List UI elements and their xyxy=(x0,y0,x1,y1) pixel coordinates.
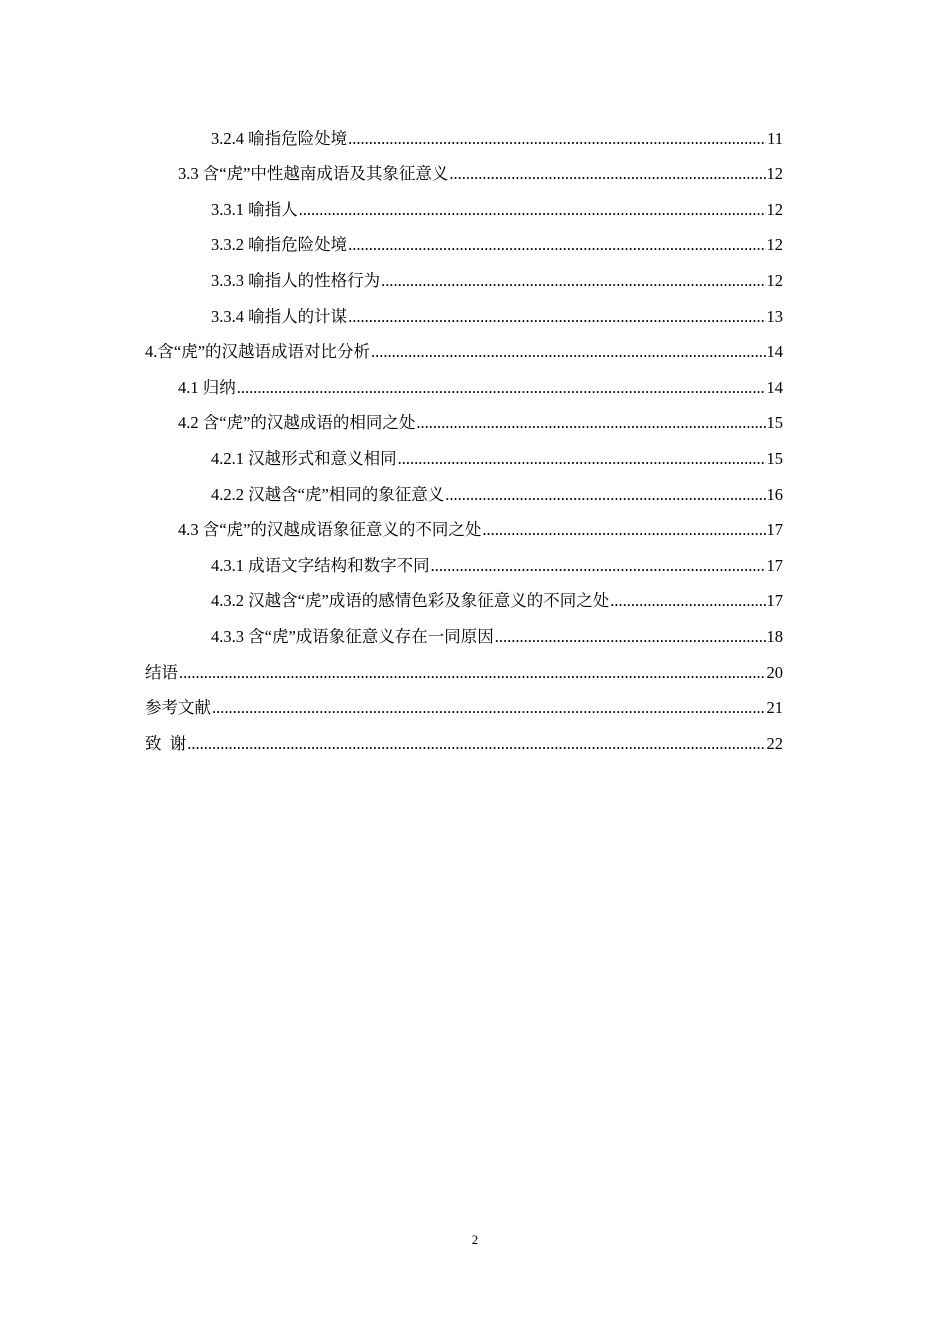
toc-entry-title: 参考文献 xyxy=(145,698,211,718)
toc-entry[interactable] xyxy=(211,226,783,262)
toc-entry-page: 16 xyxy=(766,484,783,504)
toc-leader-dots xyxy=(348,235,765,255)
table-of-contents xyxy=(0,119,950,760)
toc-leader-dots xyxy=(371,342,765,362)
toc-entry-title: 致 谢 xyxy=(145,733,187,753)
toc-entry-title: 4.2.2 汉越含“虎”相同的象征意义 xyxy=(211,484,445,504)
toc-entry[interactable] xyxy=(211,439,783,475)
toc-entry[interactable] xyxy=(178,155,783,191)
toc-leader-dots xyxy=(445,485,765,505)
toc-entry[interactable] xyxy=(145,653,783,689)
toc-entry[interactable] xyxy=(178,511,783,547)
toc-entry[interactable] xyxy=(211,261,783,297)
toc-entry[interactable] xyxy=(145,724,783,760)
toc-entry-page: 12 xyxy=(766,235,783,255)
toc-entry[interactable] xyxy=(178,404,783,440)
toc-entry-page: 20 xyxy=(766,662,783,682)
toc-entry-page: 13 xyxy=(766,306,783,326)
toc-entry[interactable] xyxy=(211,190,783,226)
toc-entry-title: 4.含“虎”的汉越语成语对比分析 xyxy=(145,342,371,362)
toc-entry-title: 3.3 含“虎”中性越南成语及其象征意义 xyxy=(178,164,449,184)
toc-entry[interactable] xyxy=(211,546,783,582)
toc-leader-dots xyxy=(431,556,766,576)
toc-entry-page: 18 xyxy=(766,626,783,646)
toc-leader-dots xyxy=(212,698,766,718)
toc-leader-dots xyxy=(348,307,765,327)
toc-entry-page: 12 xyxy=(766,164,783,184)
toc-leader-dots xyxy=(482,520,765,540)
toc-entry-page: 21 xyxy=(766,698,783,718)
toc-entry-title: 3.3.2 喻指危险处境 xyxy=(211,235,348,255)
toc-entry-page: 15 xyxy=(766,413,783,433)
toc-entry[interactable] xyxy=(211,119,783,155)
toc-entry[interactable] xyxy=(211,475,783,511)
toc-entry-page: 17 xyxy=(766,520,783,540)
toc-leader-dots xyxy=(610,591,765,611)
toc-entry-page: 17 xyxy=(766,591,783,611)
toc-leader-dots xyxy=(179,663,766,683)
toc-entry-title: 4.3 含“虎”的汉越成语象征意义的不同之处 xyxy=(178,520,482,540)
toc-leader-dots xyxy=(187,734,765,754)
toc-entry[interactable] xyxy=(145,333,783,369)
toc-entry-title: 4.3.3 含“虎”成语象征意义存在一同原因 xyxy=(211,626,494,646)
toc-entry-title: 结语 xyxy=(145,662,178,682)
toc-entry[interactable] xyxy=(145,689,783,725)
toc-entry-title: 4.1 归纳 xyxy=(178,377,236,397)
toc-entry-title: 4.3.2 汉越含“虎”成语的感情色彩及象征意义的不同之处 xyxy=(211,591,610,611)
toc-leader-dots xyxy=(398,449,766,469)
toc-entry[interactable] xyxy=(211,297,783,333)
toc-leader-dots xyxy=(416,413,765,433)
toc-entry-page: 22 xyxy=(766,733,783,753)
toc-entry-title: 3.3.1 喻指人 xyxy=(211,199,298,219)
toc-entry[interactable] xyxy=(178,368,783,404)
toc-entry-page: 14 xyxy=(766,377,783,397)
toc-entry-page: 15 xyxy=(766,448,783,468)
toc-entry-page: 11 xyxy=(767,128,783,148)
toc-entry[interactable] xyxy=(211,582,783,618)
toc-leader-dots xyxy=(348,129,766,149)
toc-leader-dots xyxy=(495,627,766,647)
toc-entry-page: 17 xyxy=(766,555,783,575)
toc-entry-page: 14 xyxy=(766,342,783,362)
page-number: 2 xyxy=(471,1232,479,1247)
toc-entry-title: 4.3.1 成语文字结构和数字不同 xyxy=(211,555,430,575)
toc-entry-title: 3.2.4 喻指危险处境 xyxy=(211,128,348,148)
toc-entry[interactable] xyxy=(211,617,783,653)
toc-entry-title: 3.3.3 喻指人的性格行为 xyxy=(211,270,381,290)
toc-leader-dots xyxy=(237,378,766,398)
toc-entry-title: 4.2 含“虎”的汉越成语的相同之处 xyxy=(178,413,416,433)
toc-entry-title: 3.3.4 喻指人的计谋 xyxy=(211,306,348,326)
toc-leader-dots xyxy=(299,200,766,220)
toc-leader-dots xyxy=(449,164,765,184)
toc-entry-title: 4.2.1 汉越形式和意义相同 xyxy=(211,448,397,468)
toc-entry-page: 12 xyxy=(766,270,783,290)
toc-leader-dots xyxy=(381,271,765,291)
toc-entry-page: 12 xyxy=(766,199,783,219)
